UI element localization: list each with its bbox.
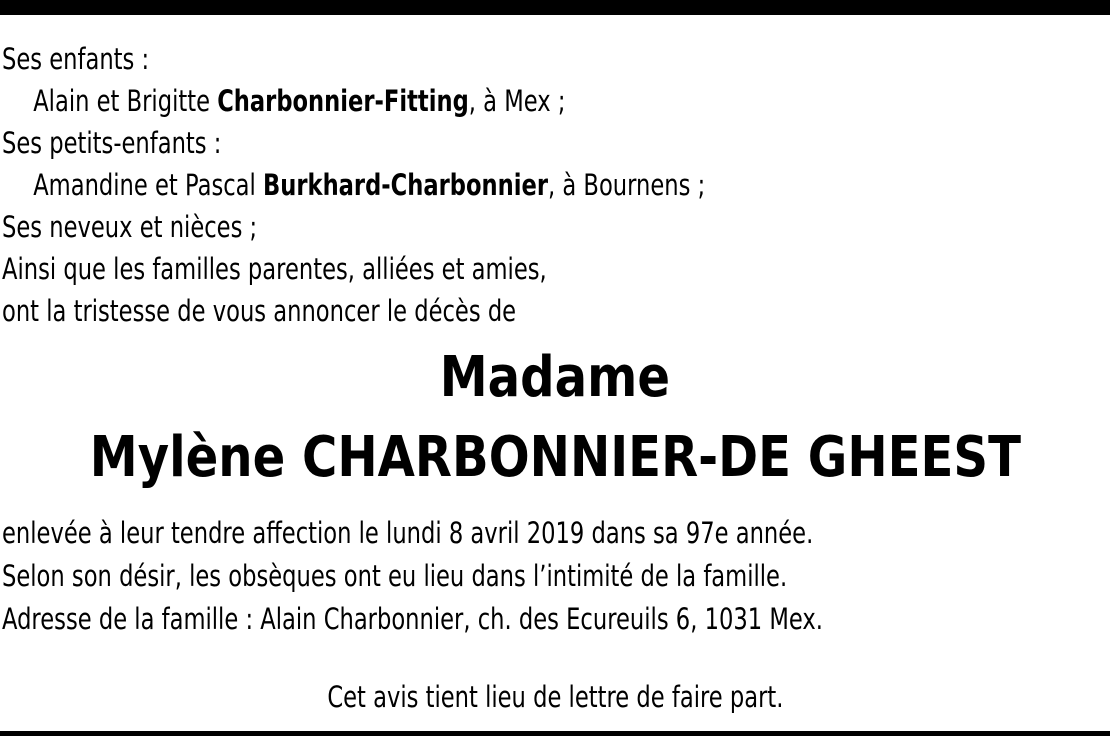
children-label: Ses enfants : bbox=[2, 42, 150, 76]
grandchildren-line bbox=[2, 164, 860, 206]
grandchildren-location: , à Bournens ; bbox=[547, 168, 706, 202]
nephews-line: Ses neveux et nièces ; bbox=[2, 210, 258, 244]
bottom-border-rule bbox=[0, 731, 1110, 736]
notice-details bbox=[2, 512, 1094, 641]
children-first-names: Alain et Brigitte bbox=[33, 84, 218, 118]
death-details-line: enlevée à leur tendre affection le lundi 8 avril 2019 dans sa 97e année. bbox=[2, 516, 814, 550]
top-border-rule bbox=[0, 0, 1110, 15]
grandchildren-label: Ses petits-enfants : bbox=[2, 126, 222, 160]
announce-line: ont la tristesse de vous annoncer le décès de bbox=[2, 294, 517, 328]
deceased-name-heading bbox=[0, 425, 1110, 490]
grandchildren-surname: Burkhard-Charbonnier bbox=[263, 168, 548, 202]
children-line bbox=[2, 80, 860, 122]
children-surname: Charbonnier-Fitting bbox=[217, 84, 469, 118]
honorific-text: Madame bbox=[439, 345, 671, 410]
deceased-name-text: Mylène CHARBONNIER-DE GHEEST bbox=[89, 425, 1021, 490]
families-line: Ainsi que les familles parentes, alliées et amies, bbox=[2, 252, 547, 286]
grandchildren-first-names: Amandine et Pascal bbox=[33, 168, 264, 202]
footer-note bbox=[0, 676, 1110, 718]
family-address-line: Adresse de la famille : Alain Charbonnier, ch. des Ecureuils 6, 1031 Mex. bbox=[2, 602, 823, 636]
children-location: , à Mex ; bbox=[468, 84, 566, 118]
funeral-details-line: Selon son désir, les obsèques ont eu lieu dans l’intimité de la famille. bbox=[2, 559, 788, 593]
family-intro bbox=[2, 38, 860, 332]
honorific-heading bbox=[0, 345, 1110, 410]
footer-text: Cet avis tient lieu de lettre de faire part. bbox=[326, 680, 784, 714]
